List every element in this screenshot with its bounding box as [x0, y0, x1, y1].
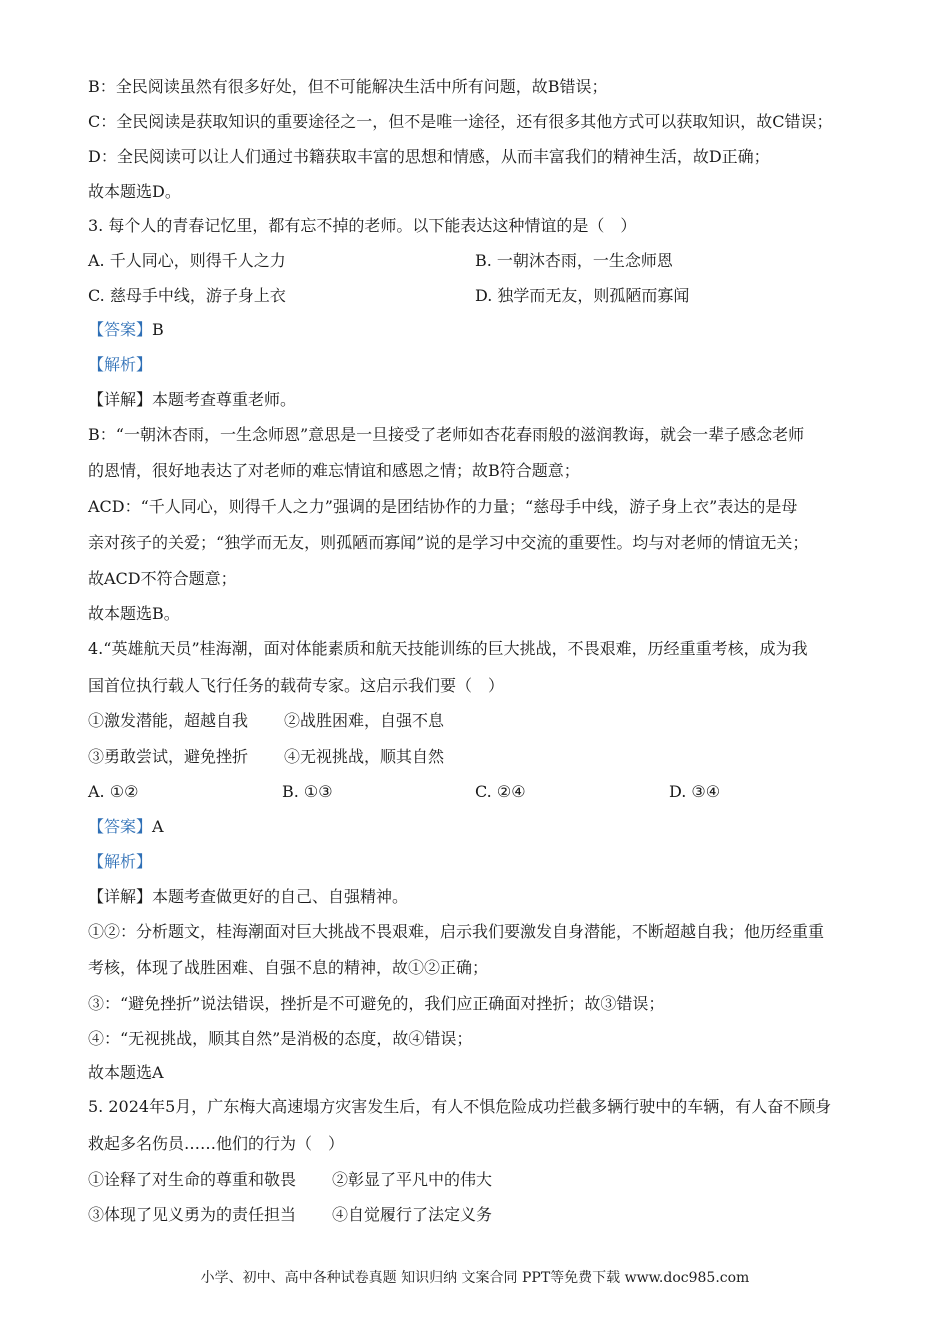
- q4-answer: [88, 817, 164, 837]
- q5-statement-3: ③体现了见义勇为的责任担当: [88, 1205, 297, 1224]
- answer-value: A: [152, 817, 164, 836]
- q3-detail-line: ACD：“千人同心，则得千人之力”强调的是团结协作的力量；“慈母手中线，游子身上衣”表达的是母: [88, 497, 798, 516]
- q4-detail-line: ④：“无视挑战，顺其自然”是消极的态度，故④错误；: [88, 1029, 473, 1048]
- q3-detail-line: 亲对孩子的关爱；“独学而无友，则孤陋而寡闻”说的是学习中交流的重要性。均与对老师的情谊无关；: [88, 533, 809, 552]
- q5-statement-2: ②彰显了平凡中的伟大: [332, 1170, 493, 1189]
- q3-detail-line: B：“一朝沐杏雨，一生念师恩”意思是一旦接受了老师如杏花春雨般的滋润教诲，就会一辈子感念老师: [88, 425, 805, 444]
- q4-statement-4: ④无视挑战，顺其自然: [284, 747, 445, 766]
- analysis-tag: 【解析】: [88, 355, 153, 374]
- q4-option-c: C. ②④: [475, 782, 526, 801]
- prev-option-d-analysis: D：全民阅读可以让人们通过书籍获取丰富的思想和情感，从而丰富我们的精神生活，故D正确；: [88, 147, 770, 166]
- q4-statement-3: ③勇敢尝试，避免挫折: [88, 747, 249, 766]
- detail-text: 本题考查做更好的自己、自强精神。: [152, 887, 409, 906]
- detail-text: 本题考查尊重老师。: [152, 390, 297, 409]
- q4-detail-line: 考核，体现了战胜困难、自强不息的精神，故①②正确；: [88, 958, 489, 977]
- prev-option-c-analysis: C：全民阅读是获取知识的重要途径之一，但不是唯一途径，还有很多其他方式可以获取知识，故C错误；: [88, 112, 833, 131]
- detail-tag: 【详解】: [88, 390, 153, 409]
- q5-statement-4: ④自觉履行了法定义务: [332, 1205, 493, 1224]
- q4-statement-2: ②战胜困难，自强不息: [284, 711, 445, 730]
- q5-stem-line-2: 救起多名伤员……他们的行为（ ）: [88, 1134, 345, 1153]
- page-footer: 小学、初中、高中各种试卷真题 知识归纳 文案合同 PPT等免费下载 www.doc985.com: [200, 1270, 750, 1286]
- answer-value: B: [152, 320, 164, 339]
- q3-conclusion: 故本题选B。: [88, 604, 180, 623]
- q4-analysis: [88, 852, 152, 872]
- detail-tag: 【详解】: [88, 887, 153, 906]
- q3-detail-line: 的恩情，很好地表达了对老师的难忘情谊和感恩之情；故B符合题意；: [88, 461, 580, 480]
- q4-detail: [88, 887, 408, 907]
- q4-stem-line-2: 国首位执行载人飞行任务的载荷专家。这启示我们要（ ）: [88, 676, 505, 695]
- q5-stem-line-1: 5. 2024年5月，广东梅大高速塌方灾害发生后，有人不惧危险成功拦截多辆行驶中的车辆，有人奋不顾身: [88, 1097, 832, 1116]
- q3-answer: [88, 320, 164, 340]
- q3-option-a: A. 千人同心，则得千人之力: [88, 251, 286, 270]
- q4-option-a: A. ①②: [88, 782, 139, 801]
- q4-conclusion: 故本题选A: [88, 1063, 164, 1082]
- q4-option-b: B. ①③: [282, 782, 333, 801]
- q4-detail-line: ①②：分析题文，桂海潮面对巨大挑战不畏艰难，启示我们要激发自身潜能，不断超越自我；他历经重重: [88, 922, 825, 941]
- analysis-tag: 【解析】: [88, 852, 153, 871]
- answer-tag: 【答案】: [88, 320, 153, 339]
- q4-statement-1: ①激发潜能，超越自我: [88, 711, 249, 730]
- answer-tag: 【答案】: [88, 817, 153, 836]
- prev-option-b-analysis: B：全民阅读虽然有很多好处，但不可能解决生活中所有问题，故B错误；: [88, 77, 608, 96]
- q5-statement-1: ①诠释了对生命的尊重和敬畏: [88, 1170, 297, 1189]
- q3-option-c: C. 慈母手中线，游子身上衣: [88, 286, 286, 305]
- q3-option-b: B. 一朝沐杏雨，一生念师恩: [475, 251, 673, 270]
- q4-detail-line: ③：“避免挫折”说法错误，挫折是不可避免的，我们应正确面对挫折；故③错误；: [88, 994, 665, 1013]
- prev-conclusion: 故本题选D。: [88, 182, 181, 201]
- q3-analysis: [88, 355, 152, 375]
- q4-stem-line-1: 4.“英雄航天员”桂海潮，面对体能素质和航天技能训练的巨大挑战，不畏艰难，历经重重考核，成为我: [88, 639, 808, 658]
- q3-stem: 3. 每个人的青春记忆里，都有忘不掉的老师。以下能表达这种情谊的是（ ）: [88, 216, 637, 235]
- q4-option-d: D. ③④: [669, 782, 721, 801]
- q3-detail: [88, 390, 296, 410]
- q3-option-d: D. 独学而无友，则孤陋而寡闻: [475, 286, 690, 305]
- q3-detail-line: 故ACD不符合题意；: [88, 569, 237, 588]
